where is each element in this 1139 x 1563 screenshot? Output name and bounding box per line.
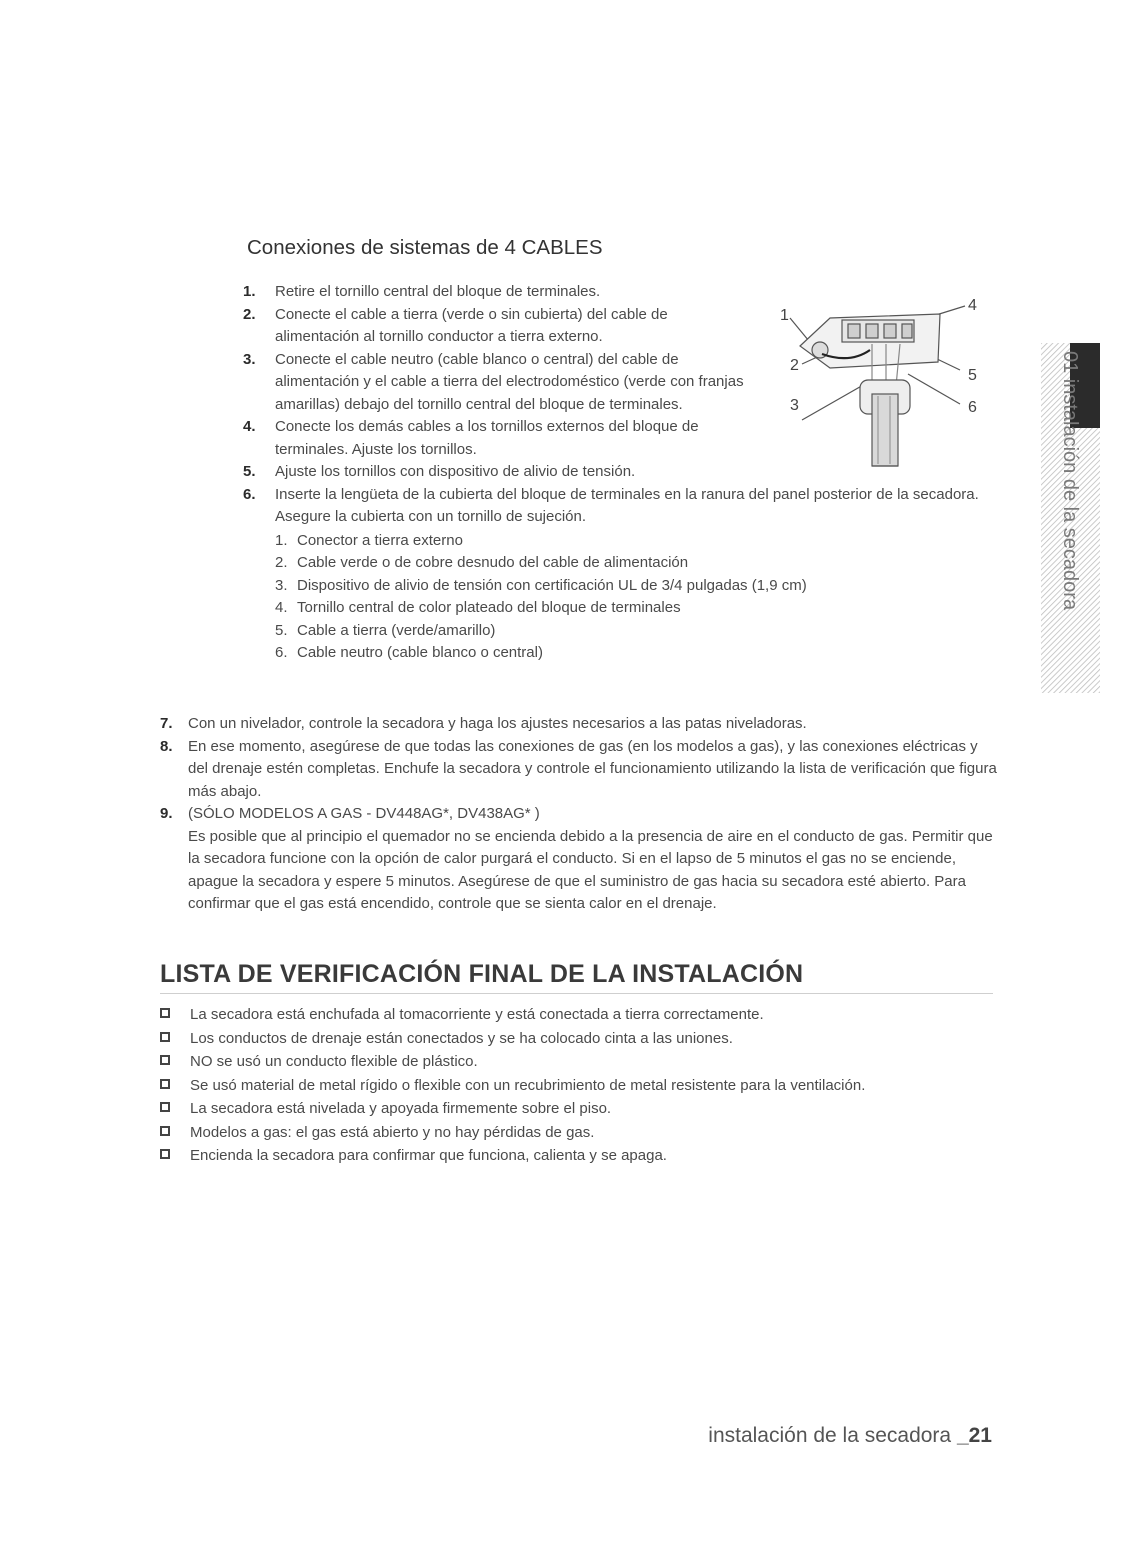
checkbox-icon[interactable]: [160, 1126, 170, 1136]
side-tab-label: 01 instalación de la secadora: [1059, 351, 1081, 611]
checklist-item: [160, 1144, 1000, 1168]
step-text: (SÓLO MODELOS A GAS - DV448AG*, DV438AG* ): [188, 805, 540, 822]
checklist-text: Los conductos de drenaje están conectados y se ha colocado cinta a las uniones.: [190, 1029, 733, 1047]
step-text: Inserte la lengüeta de la cubierta del bloque de terminales en la ranura del panel posterior de la secadora.: [275, 485, 979, 503]
side-tab: [1041, 343, 1100, 623]
checklist-text: La secadora está enchufada al tomacorriente y está conectada a tierra correctamente.: [190, 1006, 764, 1023]
step-number: 9.: [160, 805, 173, 822]
checklist-item: [160, 1121, 1000, 1145]
diagram-label: 1: [780, 307, 789, 324]
step-note: Es posible que al principio el quemador no se encienda debido a la presencia de aire en el conducto de gas. Permitir que la secadora funcione con la opción de calor purgará el conducto. Si en el lapso de 5 minutos el gas no se enciende, apague la secadora y espere 5 minutos. Asegúrese de que el suministro de gas hacia su secadora esté abierto. Para confirmar que el gas está encendido, controle que se sienta calor en el drenaje.: [188, 827, 993, 912]
terminal-block-diagram: [760, 294, 1000, 474]
legend-list: [243, 530, 995, 665]
step-item: [160, 713, 1000, 736]
checklist-text: Se usó material de metal rígido o flexible con un recubrimiento de metal resistente para la ventilación.: [190, 1076, 866, 1094]
step-item: [160, 803, 1000, 826]
legend-number: 1.: [275, 531, 288, 549]
heading-divider: [160, 993, 993, 994]
legend-text: Conector a tierra externo: [297, 531, 463, 549]
checkbox-icon[interactable]: [160, 1079, 170, 1089]
step-item: [243, 416, 705, 461]
step-number: 5.: [243, 463, 256, 480]
checklist-text: La secadora está nivelada y apoyada firmemente sobre el piso.: [190, 1100, 612, 1117]
checklist-item: [160, 1027, 1000, 1051]
step-text: Conecte el cable neutro (cable blanco o central) del cable de alimentación y el cable a tierra del electrodoméstico (verde con franjas amarillas) debajo del tornillo central del bloque de terminales.: [275, 350, 744, 413]
legend-item: [275, 552, 995, 575]
leader-line: [908, 374, 960, 404]
step-number: 6.: [243, 485, 256, 503]
step-text: Conecte los demás cables a los tornillos externos del bloque de terminales. Ajuste los tornillos.: [275, 418, 699, 458]
step-number: 8.: [160, 737, 173, 755]
checkbox-icon[interactable]: [160, 1032, 170, 1042]
diagram-label: 6: [968, 399, 977, 416]
step-text: Ajuste los tornillos con dispositivo de alivio de tensión.: [275, 463, 636, 480]
steps-list: [243, 281, 979, 665]
legend-text: Cable neutro (cable blanco o central): [297, 644, 543, 661]
step-item: [160, 736, 1000, 804]
checklist-item: [160, 1074, 1000, 1098]
step-text: Retire el tornillo central del bloque de terminales.: [275, 283, 601, 300]
legend-item: [275, 575, 995, 598]
step-note: Asegure la cubierta con un tornillo de sujeción.: [275, 508, 587, 525]
diagram-label: 2: [790, 357, 799, 374]
step-item: [243, 484, 1035, 507]
legend-item: [275, 597, 995, 620]
checkbox-icon[interactable]: [160, 1055, 170, 1065]
diagram-label: 5: [968, 367, 977, 384]
step-number: 1.: [243, 283, 256, 300]
checklist-text: NO se usó un conducto flexible de plástico.: [190, 1053, 478, 1070]
step-text: Conecte el cable a tierra (verde o sin cubierta) del cable de alimentación al tornillo conductor a tierra externo.: [275, 305, 668, 345]
step-item: [243, 349, 745, 417]
legend-text: Cable a tierra (verde/amarillo): [297, 621, 496, 639]
legend-text: Dispositivo de alivio de tensión con certificación UL de 3/4 pulgadas (1,9 cm): [297, 576, 807, 594]
step-text: Con un nivelador, controle la secadora y haga los ajustes necesarios a las patas niveladoras.: [188, 715, 807, 732]
checkbox-icon[interactable]: [160, 1102, 170, 1112]
legend-number: 4.: [275, 599, 288, 616]
checklist-heading: LISTA DE VERIFICACIÓN FINAL DE LA INSTALACIÓN: [160, 960, 804, 988]
legend-text: Tornillo central de color plateado del bloque de terminales: [297, 599, 681, 616]
page-footer: [708, 1424, 992, 1448]
section-title: Conexiones de sistemas de 4 CABLES: [247, 236, 603, 259]
legend-number: 2.: [275, 554, 288, 571]
checklist-text: Modelos a gas: el gas está abierto y no hay pérdidas de gas.: [190, 1123, 595, 1141]
legend-text: Cable verde o de cobre desnudo del cable de alimentación: [297, 554, 689, 571]
legend-item: [275, 530, 995, 553]
checklist: [160, 1003, 1000, 1168]
checklist-text: Encienda la secadora para confirmar que funciona, calienta y se apaga.: [190, 1147, 667, 1164]
step-item: [243, 304, 755, 349]
step-number: 4.: [243, 418, 256, 435]
diagram-label: 3: [790, 397, 799, 414]
step-text: En ese momento, asegúrese de que todas las conexiones de gas (en los modelos a gas), y las conexiones eléctricas y del drenaje estén completas. Enchufe la secadora y controle el funcionamiento utilizando la lista de verificación que figura más abajo.: [188, 737, 997, 800]
checklist-item: [160, 1050, 1000, 1074]
step-number: 2.: [243, 305, 256, 323]
step-item: [243, 281, 755, 304]
checklist-item: [160, 1003, 1000, 1027]
legend-item: [275, 642, 995, 665]
diagram-label: 4: [968, 297, 977, 314]
steps-list-continued: [160, 713, 1000, 916]
checklist-item: [160, 1097, 1000, 1121]
legend-item: [275, 620, 995, 643]
legend-number: 5.: [275, 621, 288, 639]
page-number: _21: [956, 1424, 992, 1447]
step-number: 7.: [160, 715, 173, 732]
legend-number: 3.: [275, 576, 288, 594]
step-number: 3.: [243, 350, 256, 368]
footer-section: instalación de la secadora: [708, 1424, 957, 1447]
legend-number: 6.: [275, 644, 288, 661]
checkbox-icon[interactable]: [160, 1149, 170, 1159]
checkbox-icon[interactable]: [160, 1008, 170, 1018]
